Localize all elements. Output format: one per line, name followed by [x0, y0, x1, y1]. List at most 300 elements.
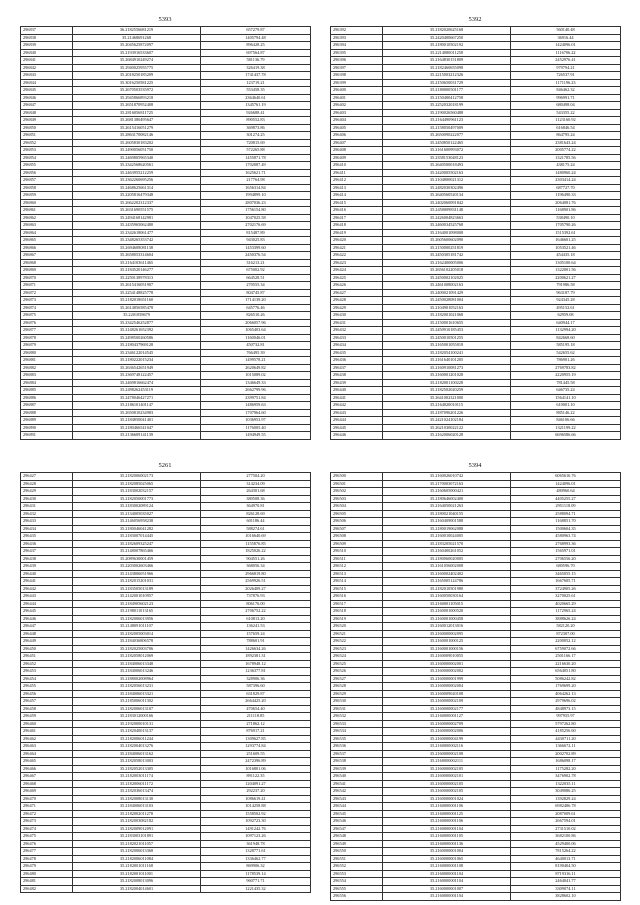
table-row	[331, 132, 621, 140]
row-id-cell: 296544	[331, 803, 383, 811]
row-id-cell: 296480	[21, 870, 73, 878]
table-row	[21, 109, 311, 117]
value-cell: 157659.24	[201, 630, 311, 638]
coordinate-cell: 35.2615416051907	[73, 282, 201, 290]
coordinate-cell: 35.2182006011084	[73, 855, 201, 863]
row-id-cell: 296540	[331, 773, 383, 781]
coordinate-cell: 35.2089630001459	[73, 555, 201, 563]
value-cell: 1346649.33	[201, 379, 311, 387]
row-id-cell: 296467	[21, 773, 73, 781]
table-row	[21, 608, 311, 616]
coordinate-cell: 35.2215003212326	[383, 72, 511, 80]
coordinate-cell: 35.2182006011244	[73, 735, 201, 743]
coordinate-cell: 35.2160000001104	[383, 825, 511, 833]
table-row	[21, 728, 311, 736]
value-cell: 480960.64	[511, 488, 621, 496]
value-cell: 2381643.24	[511, 139, 621, 147]
row-id-cell: 296864	[21, 229, 73, 237]
value-cell: 1065403.64	[201, 327, 311, 335]
table-row	[331, 480, 621, 488]
table-row	[21, 244, 311, 252]
table-row	[21, 855, 311, 863]
block-title: 5392	[468, 16, 482, 23]
row-id-cell: 296464	[21, 750, 73, 758]
row-id-cell: 296533	[331, 720, 383, 728]
value-cell: 631829.87	[201, 690, 311, 698]
row-id-cell: 296446	[21, 615, 73, 623]
row-id-cell: 296469	[21, 788, 73, 796]
table-row	[21, 683, 311, 691]
table-row	[21, 488, 311, 496]
table-row	[21, 510, 311, 518]
table-row	[331, 334, 621, 342]
coordinate-cell: 35.2183003101891	[73, 833, 201, 841]
row-id-cell: 296859	[21, 192, 73, 200]
row-id-cell: 296543	[331, 795, 383, 803]
table-row	[21, 660, 311, 668]
table-row	[21, 630, 311, 638]
value-cell: 1014258.88	[201, 803, 311, 811]
row-id-cell: 296415	[331, 199, 383, 207]
value-cell: 2472396.89	[201, 758, 311, 766]
value-cell: 1322001.56	[511, 267, 621, 275]
row-id-cell: 296453	[21, 668, 73, 676]
value-cell: 2399751.84	[201, 394, 311, 402]
coordinate-cell: 35.2182009012091	[73, 825, 201, 833]
table-row	[331, 675, 621, 683]
value-cell: 1036953.97	[201, 417, 311, 425]
table-row	[21, 473, 311, 481]
value-cell: 997955.97	[511, 713, 621, 721]
row-id-cell: 296851	[21, 132, 73, 140]
coordinate-cell: 36.2182556681219	[73, 27, 201, 35]
table-row	[331, 402, 621, 410]
table-row	[21, 878, 311, 886]
table-row	[21, 638, 311, 646]
table-row	[21, 312, 311, 320]
table-block-5393	[20, 14, 310, 440]
coordinate-cell: 35.2694608081138	[73, 244, 201, 252]
table-row	[21, 102, 311, 110]
coordinate-cell: 35.2160000001999	[383, 675, 511, 683]
table-row	[331, 417, 621, 425]
coordinate-cell: 35.2636542651949	[73, 364, 201, 372]
table-row	[331, 870, 621, 878]
row-id-cell: 296513	[331, 570, 383, 578]
row-id-cell: 296504	[331, 503, 383, 511]
value-cell: 7815264.22	[511, 848, 621, 856]
row-id-cell: 296858	[21, 184, 73, 192]
row-id-cell: 296546	[331, 818, 383, 826]
row-id-cell: 296846	[21, 94, 73, 102]
row-id-cell: 296551	[331, 855, 383, 863]
table-row	[21, 154, 311, 162]
row-id-cell: 296437	[21, 548, 73, 556]
row-id-cell: 296869	[21, 267, 73, 275]
coordinate-cell: 35.2681380495647	[73, 117, 201, 125]
row-id-cell: 296463	[21, 743, 73, 751]
table-row	[331, 139, 621, 147]
value-cell: 326419.38	[201, 64, 311, 72]
coordinate-cell: 35.2162006020128	[383, 432, 511, 440]
coordinate-cell: 35.2160000002004	[383, 683, 511, 691]
value-cell: 1702087.49	[201, 162, 311, 170]
row-id-cell: 296414	[331, 192, 383, 200]
table-row	[21, 79, 311, 87]
block-title: 5393	[158, 16, 172, 23]
value-cell: 610001.10	[511, 402, 621, 410]
row-id-cell: 296852	[21, 139, 73, 147]
coordinate-cell: 35.2146056958238	[73, 518, 201, 526]
row-id-cell: 296447	[21, 623, 73, 631]
row-id-cell: 296442	[21, 585, 73, 593]
value-cell: 1646601.25	[511, 237, 621, 245]
value-cell: 6759072.66	[511, 645, 621, 653]
table-row	[331, 840, 621, 848]
coordinate-cell: 35.2160000001024	[383, 795, 511, 803]
row-id-cell: 296433	[21, 518, 73, 526]
row-id-cell: 296534	[331, 728, 383, 736]
table-row	[331, 705, 621, 713]
value-cell: 1707964.60	[201, 409, 311, 417]
value-cell: 1305100.64	[511, 259, 621, 267]
row-id-cell: 296445	[331, 424, 383, 432]
row-id-cell: 296537	[331, 750, 383, 758]
coordinate-cell: 35.2605830183202	[73, 139, 201, 147]
row-id-cell: 296847	[21, 102, 73, 110]
coordinate-cell: 35.2192000010131	[73, 720, 201, 728]
row-id-cell: 296455	[21, 683, 73, 691]
row-id-cell: 296407	[331, 139, 383, 147]
row-id-cell: 296406	[331, 132, 383, 140]
value-cell: 292237.20	[201, 788, 311, 796]
value-cell: 1196490.33	[511, 192, 621, 200]
table-row	[21, 124, 311, 132]
value-cell: 470654.40	[201, 705, 311, 713]
coordinate-cell: 35.2164050021263	[383, 503, 511, 511]
value-cell: 891122.35	[201, 773, 311, 781]
table-row	[331, 432, 621, 440]
coordinate-cell: 35.2160000002001	[383, 660, 511, 668]
table-row	[331, 795, 621, 803]
table-row	[21, 49, 311, 57]
coordinate-cell: 35.2180000501177	[383, 87, 511, 95]
value-cell: 788601.91	[201, 638, 311, 646]
table-row	[331, 503, 621, 511]
row-id-cell: 296424	[331, 267, 383, 275]
coordinate-cell: 35.2640500018493	[383, 162, 511, 170]
value-cell: 2464041.77	[511, 878, 621, 886]
coordinate-cell: 35.2160000001065	[383, 855, 511, 863]
row-id-cell: 296436	[331, 357, 383, 365]
value-cell: 2452976.41	[511, 57, 621, 65]
row-id-cell: 296529	[331, 690, 383, 698]
row-id-cell: 296435	[21, 533, 73, 541]
table-row	[331, 833, 621, 841]
table-row	[331, 199, 621, 207]
table-row	[331, 274, 621, 282]
row-id-cell: 296530	[331, 698, 383, 706]
value-cell: 3476902.78	[511, 773, 621, 781]
table-row	[331, 720, 621, 728]
table-row	[331, 222, 621, 230]
table-row	[21, 698, 311, 706]
value-cell: 1625621.71	[201, 169, 311, 177]
coordinate-cell: 35.2148261652392	[73, 327, 201, 335]
coordinate-cell: 35.2158050497009	[383, 124, 511, 132]
coordinate-cell: 35.2160400261052	[383, 548, 511, 556]
table-row	[21, 623, 311, 631]
coordinate-cell: 35.2400021091429	[383, 289, 511, 297]
value-cell: 1491242.76	[201, 825, 311, 833]
table-row	[331, 237, 621, 245]
coordinate-cell: 35.2160000002116	[383, 743, 511, 751]
coordinate-cell: 35.2160910081273	[383, 364, 511, 372]
row-id-cell: 296468	[21, 780, 73, 788]
row-id-cell: 296868	[21, 259, 73, 267]
row-id-cell: 296466	[21, 765, 73, 773]
coordinate-cell: 35.2160000001125	[383, 810, 511, 818]
row-id-cell: 296429	[21, 488, 73, 496]
table-row	[331, 810, 621, 818]
table-row	[21, 297, 311, 305]
coordinate-cell: 35.2160001000156	[383, 645, 511, 653]
coordinate-cell: 35.2150400412758	[383, 94, 511, 102]
coordinate-cell: 35.2426004823663	[383, 214, 511, 222]
table-row	[21, 675, 311, 683]
row-id-cell: 296843	[21, 72, 73, 80]
row-id-cell: 296440	[21, 570, 73, 578]
table-block-5261	[20, 460, 310, 893]
coordinate-cell: 35.2161056002008	[383, 563, 511, 571]
coordinate-cell: 35.2182058013003	[73, 758, 201, 766]
value-cell: 2200621.27	[511, 274, 621, 282]
coordinate-cell: 35.2182085025065	[73, 480, 201, 488]
table-row	[331, 252, 621, 260]
coordinate-cell: 35.2188002008964	[73, 675, 201, 683]
coordinate-cell: 35.2184006013162	[73, 750, 201, 758]
row-id-cell: 296550	[331, 848, 383, 856]
value-cell: 1016801.06	[201, 765, 311, 773]
value-cell: 36916.44	[511, 34, 621, 42]
row-id-cell: 296501	[331, 480, 383, 488]
value-cell: 543355.22	[511, 109, 621, 117]
coordinate-cell: 35.2182001100228	[383, 379, 511, 387]
value-cell: 1123160.92	[511, 117, 621, 125]
table-row	[331, 780, 621, 788]
coordinate-cell: 35.2182006011172	[73, 780, 201, 788]
row-id-cell: 296857	[21, 177, 73, 185]
table-row	[21, 267, 311, 275]
value-cell: 842668.60	[511, 334, 621, 342]
row-id-cell: 296880	[21, 349, 73, 357]
coordinate-cell: 35.2184036806578	[73, 638, 201, 646]
table-row	[21, 304, 311, 312]
coordinate-cell: 35.2164020010115	[383, 402, 511, 410]
table-row	[331, 79, 621, 87]
row-id-cell: 296526	[331, 668, 383, 676]
value-cell: 1892381.31	[201, 653, 311, 661]
coordinate-cell: 35.2184006013246	[73, 668, 201, 676]
row-id-cell: 296532	[331, 713, 383, 721]
row-id-cell: 296881	[21, 357, 73, 365]
table-row	[21, 525, 311, 533]
value-cell: 1236377.81	[201, 668, 311, 676]
row-id-cell: 296886	[21, 394, 73, 402]
table-block-5392	[330, 14, 620, 440]
value-cell: 6564051.80	[511, 668, 621, 676]
value-cell: 1453399.60	[201, 244, 311, 252]
table-row	[331, 533, 621, 541]
value-cell: 904551.26	[201, 555, 311, 563]
row-id-cell: 296473	[21, 818, 73, 826]
table-row	[21, 885, 311, 893]
value-cell: 1155876.85	[201, 540, 311, 548]
coordinate-cell: 35.2182001021068	[383, 312, 511, 320]
row-id-cell: 296855	[21, 162, 73, 170]
row-id-cell: 296841	[21, 57, 73, 65]
table-row	[21, 237, 311, 245]
coordinate-cell: 35.2940025955775	[73, 64, 201, 72]
value-cell: 872307.00	[511, 630, 621, 638]
coordinate-cell: 35.2662202312337	[73, 199, 201, 207]
table-row	[331, 765, 621, 773]
value-cell: 364970.81	[201, 503, 311, 511]
value-cell: 538490.10	[511, 214, 621, 222]
table-row	[331, 207, 621, 215]
coordinate-cell: 35.2450850122465	[383, 139, 511, 147]
value-cell: 864795.24	[511, 132, 621, 140]
table-row	[21, 222, 311, 230]
value-cell: 316213.21	[201, 259, 311, 267]
row-id-cell: 296430	[331, 312, 383, 320]
coordinate-cell: 35.2104901052163	[383, 304, 511, 312]
value-cell: 1366672.11	[511, 743, 621, 751]
table-row	[331, 825, 621, 833]
table-row	[331, 304, 621, 312]
row-id-cell: 296842	[21, 64, 73, 72]
value-cell: 726537.91	[511, 72, 621, 80]
coordinate-cell: 35.2180021040155	[383, 510, 511, 518]
value-cell: 924345.28	[511, 297, 621, 305]
row-id-cell: 296865	[21, 237, 73, 245]
row-id-cell: 296422	[331, 252, 383, 260]
coordinate-cell: 35.2180222015234	[73, 357, 201, 365]
row-id-cell: 296509	[331, 540, 383, 548]
value-cell: 2066057.96	[201, 319, 311, 327]
row-id-cell: 296878	[21, 334, 73, 342]
row-id-cell: 296443	[21, 593, 73, 601]
table-row	[21, 780, 311, 788]
coordinate-cell: 35.2160605000421	[383, 488, 511, 496]
value-cell: 2706556.20	[511, 555, 621, 563]
value-cell: 680596.70	[511, 563, 621, 571]
table-row	[331, 848, 621, 856]
table-row	[21, 94, 311, 102]
table-row	[21, 788, 311, 796]
value-cell: 368056.34	[201, 563, 311, 571]
row-id-cell: 296439	[21, 563, 73, 571]
table-row	[331, 488, 621, 496]
coordinate-cell: 35.2160000002105	[383, 765, 511, 773]
value-cell: 1047025.58	[201, 214, 311, 222]
value-cell: 8719316.11	[511, 870, 621, 878]
row-id-cell: 296883	[21, 372, 73, 380]
value-cell: 1293774.84	[201, 743, 311, 751]
table-row	[21, 540, 311, 548]
value-cell: 217764.98	[201, 177, 311, 185]
coordinate-cell: 35.2160000001106	[383, 803, 511, 811]
row-id-cell: 296400	[331, 87, 383, 95]
coordinate-cell: 35.2190026560488	[383, 109, 511, 117]
row-id-cell: 296508	[331, 533, 383, 541]
value-cell: 1494949.55	[201, 432, 311, 440]
value-cell: 601186.44	[201, 518, 311, 526]
coordinate-cell: 35.2160000001104	[383, 893, 511, 901]
row-id-cell: 296457	[21, 698, 73, 706]
coordinate-cell: 35.2184850041401	[73, 417, 201, 425]
coordinate-cell: 35.2203002603466	[73, 563, 201, 571]
table-row	[21, 743, 311, 751]
coordinate-cell: 35.2160012013016	[383, 623, 511, 631]
value-cell: 2667594.01	[511, 818, 621, 826]
value-cell: 582120.20	[511, 623, 621, 631]
table-row	[21, 147, 311, 155]
value-cell: 1500604.35	[511, 525, 621, 533]
table-row	[331, 473, 621, 481]
coordinate-cell: 35.2670503535972	[73, 87, 201, 95]
value-cell: 2501166.17	[511, 653, 621, 661]
coordinate-cell: 35.2180010502192	[383, 42, 511, 50]
block-title: 5394	[468, 462, 482, 469]
table-row	[331, 102, 621, 110]
row-id-cell: 296434	[331, 342, 383, 350]
row-id-cell: 296396	[331, 57, 383, 65]
row-id-cell: 296538	[331, 758, 383, 766]
coordinate-cell: 35.2420005502163	[383, 169, 511, 177]
table-row	[21, 259, 311, 267]
value-cell: 2450376.54	[201, 252, 311, 260]
row-id-cell: 296482	[21, 885, 73, 893]
value-cell: 3682100.86	[511, 833, 621, 841]
table-row	[21, 600, 311, 608]
row-id-cell: 296547	[331, 825, 383, 833]
row-id-cell: 296456	[21, 690, 73, 698]
row-id-cell: 296475	[21, 833, 73, 841]
value-cell: 6065616.76	[511, 473, 621, 481]
value-cell: 616846.54	[511, 124, 621, 132]
coordinate-cell: 35.2160009010055	[383, 653, 511, 661]
coordinate-cell: 35.2160000002006	[383, 728, 511, 736]
value-cell: 697564.87	[201, 49, 311, 57]
value-cell: 587396.60	[201, 683, 311, 691]
coordinate-cell: 35.2184905602123	[73, 600, 201, 608]
value-cell: 846462.32	[511, 87, 621, 95]
table-row	[331, 668, 621, 676]
value-cell: 869906.32	[201, 863, 311, 871]
table-row	[331, 758, 621, 766]
table-row	[331, 49, 621, 57]
table-row	[331, 297, 621, 305]
value-cell: 301274.25	[201, 132, 311, 140]
value-cell: 1678948.12	[201, 660, 311, 668]
value-cell: 8190404.50	[511, 863, 621, 871]
coordinate-cell: 35.2160001000125	[383, 638, 511, 646]
row-id-cell: 296884	[21, 379, 73, 387]
value-cell: 1686098.17	[511, 758, 621, 766]
coordinate-cell: 35.2478046427271	[73, 394, 201, 402]
row-id-cell: 296421	[331, 244, 383, 252]
